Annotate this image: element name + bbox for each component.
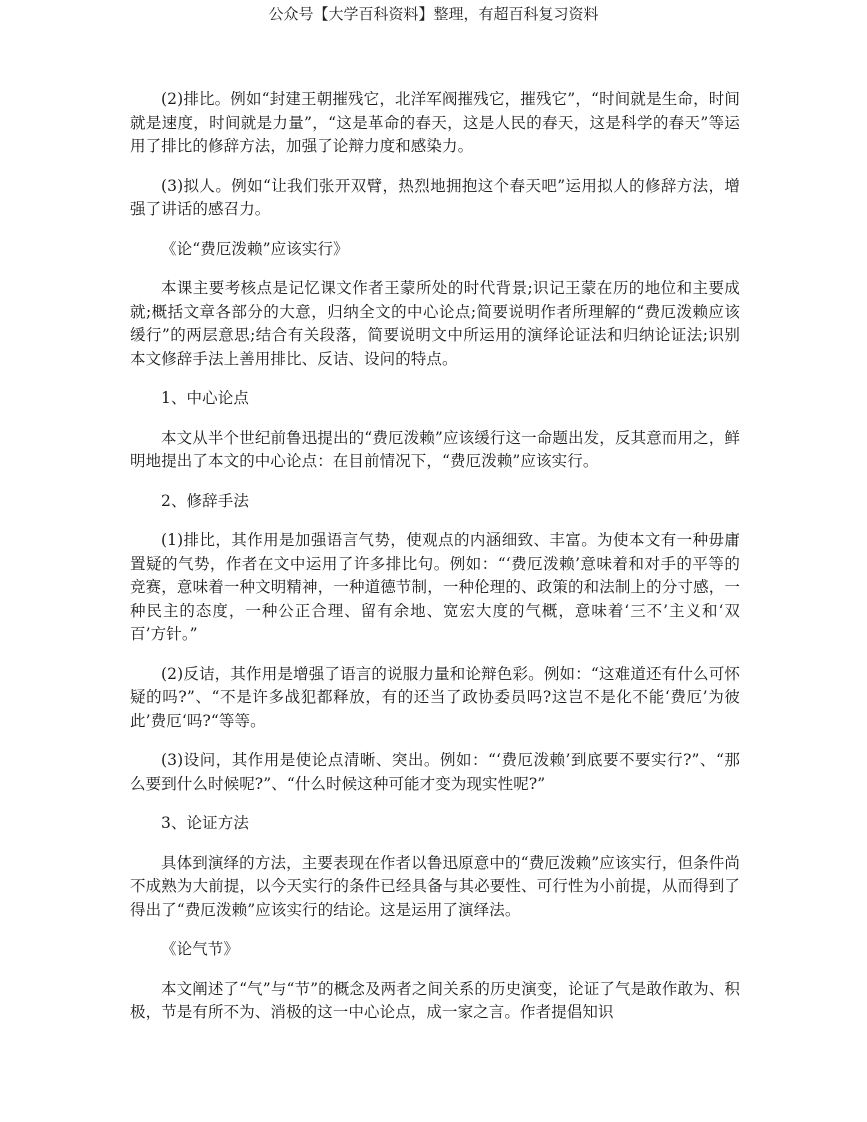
paragraph-deductive-method: 具体到演绎的方法，主要表现在作者以鲁迅原意中的“费厄泼赖”应该实行，但条件尚不成熟为大前提，以今天实行的条件已经具备与其必要性、可行性为小前提，从而得到了得出了“费厄泼赖”应该实行的结论。这是运用了演绎法。 (130, 853, 740, 919)
subheading-rhetoric: 2、修辞手法 (161, 491, 249, 510)
paragraph-key-points: 本课主要考核点是记忆课文作者王蒙所处的时代背景;识记王蒙在历的地位和主要成就;概括文章各部分的大意，归纳全文的中心论点;简要说明作者所理解的“费厄泼赖应该缓行”的两层意思;结合有关段落，简要说明文中所运用的演绎论证法和归纳论证法;识别本文修辞手法上善用排比、反诘、设问的特点。 (130, 279, 740, 368)
subheading-argument-method: 3、论证方法 (161, 814, 249, 832)
paragraph-rhetoric-parallelism: (1)排比，其作用是加强语言气势，使观点的内涵细致、丰富。为使本文有一种毋庸置疑的气势，作者在文中运用了许多排比句。例如：“‘费厄泼赖’意味着和对手的平等的竞赛，意味着一种文明精神，一种道德节制，一种伦理的、政策的和法制上的分寸感，一种民主的态度，一种公正合理、留有余地、宽宏大度的气概，意味着‘三不’主义和‘双百’方针。” (130, 531, 740, 643)
section-title-integrity: 《论气节》 (161, 940, 240, 958)
page-header: 公众号【大学百科资料】整理，有超百科复习资料 (268, 5, 599, 23)
paragraph-integrity-summary: 本文阐述了“气”与“节”的概念及两者之间关系的历史演变，论证了气是敢作敢为、积极，节是有所不为、消极的这一中心论点，成一家之言。作者提倡知识 (130, 979, 740, 1021)
document-body (130, 88, 740, 1041)
paragraph-personification-example: (3)拟人。例如“让我们张开双臂，热烈地拥抱这个春天吧”运用拟人的修辞方法，增强了讲话的感召力。 (130, 176, 740, 218)
paragraph-rhetoric-self-question: (3)设问，其作用是使论点清晰、突出。例如：“‘费厄泼赖’到底要不要实行?”、“那么要到什么时候呢?”、“什么时候这种可能才变为现实性呢?” (130, 751, 740, 793)
paragraph-rhetoric-rhetorical-question: (2)反诘，其作用是增强了语言的说服力量和论辩色彩。例如：“这难道还有什么可怀疑的吗?”、“不是许多战犯都释放，有的还当了政协委员吗?这岂不是化不能‘费厄’为彼此’费厄‘吗?“等等。 (130, 664, 740, 730)
paragraph-parallelism-example: (2)排比。例如“封建王朝摧残它，北洋军阀摧残它，摧残它”，“时间就是生命，时间就是速度，时间就是力量”，“这是革命的春天，这是人民的春天，这是科学的春天”等运用了排比的修辞方法，加强了论辩力度和感染力。 (130, 90, 740, 155)
subheading-central-argument: 1、中心论点 (161, 389, 249, 407)
section-title-fair-play: 《论“费厄泼赖”应该实行》 (161, 239, 349, 258)
paragraph-central-argument: 本文从半个世纪前鲁迅提出的“费厄泼赖”应该缓行这一命题出发，反其意而用之，鲜明地提出了本文的中心论点：在目前情况下，“费厄泼赖”应该实行。 (130, 428, 740, 470)
